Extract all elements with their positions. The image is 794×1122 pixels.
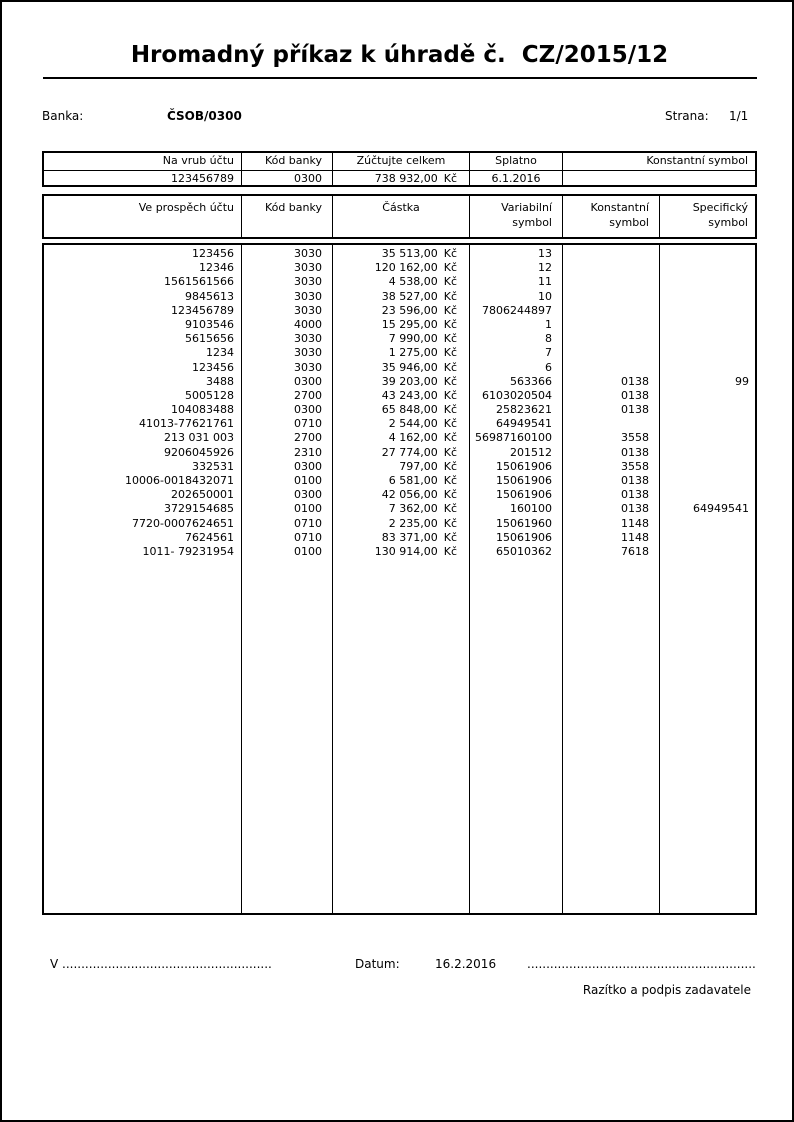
bank-code-cell: 2700 xyxy=(294,388,322,402)
amount-cell xyxy=(332,318,469,332)
specific-symbol-cell xyxy=(659,545,755,559)
amount-value: 83 371,00 xyxy=(381,530,438,544)
currency-label: Kč xyxy=(443,431,457,445)
amount-cell xyxy=(332,261,469,275)
bank-code-cell: 3030 xyxy=(294,360,322,374)
specific-symbol-cell xyxy=(659,346,755,360)
credit-table-body xyxy=(42,243,757,915)
amount-value: 42 056,00 xyxy=(381,488,438,502)
specific-symbol-cell: 99 xyxy=(735,374,749,388)
date-label: Datum: xyxy=(355,957,400,971)
currency-label: Kč xyxy=(443,275,457,289)
constant-symbol-cell: 0138 xyxy=(621,488,649,502)
constant-symbol-cell: 0138 xyxy=(621,445,649,459)
bank-code-cell: 0100 xyxy=(294,502,322,516)
currency-label: Kč xyxy=(443,502,457,516)
constant-symbol-cell xyxy=(562,261,659,275)
variable-symbol-cell: 25823621 xyxy=(496,403,552,417)
bank-code-cell: 3030 xyxy=(294,346,322,360)
amount-value: 27 774,00 xyxy=(381,445,438,459)
bank-code-cell: 4000 xyxy=(294,317,322,331)
amount-value: 7 362,00 xyxy=(388,502,438,516)
constant-symbol-cell: 1148 xyxy=(621,516,649,530)
bank-code-cell: 3030 xyxy=(294,261,322,275)
specific-symbol-cell xyxy=(659,332,755,346)
debit-total-value xyxy=(332,171,469,185)
bank-code-cell: 3030 xyxy=(294,247,322,260)
specific-symbol-cell xyxy=(659,417,755,431)
account-cell: 3488 xyxy=(206,374,234,388)
account-cell: 9103546 xyxy=(185,317,234,331)
credit-table-header xyxy=(42,194,757,239)
credit-header-bank-code: Kód banky xyxy=(241,196,332,237)
currency-label: Kč xyxy=(443,417,457,431)
bank-label: Banka: xyxy=(42,109,84,123)
credit-header-amount: Částka xyxy=(332,196,469,237)
variable-symbol-cell: 15061906 xyxy=(496,530,552,544)
signature-dotted-line: ............................................................ xyxy=(527,957,756,971)
amount-cell xyxy=(332,403,469,417)
variable-symbol-cell: 6103020504 xyxy=(482,388,552,402)
amount-cell xyxy=(332,545,469,559)
account-cell: 104083488 xyxy=(171,403,234,417)
specific-symbol-cell xyxy=(659,389,755,403)
constant-symbol-cell: 3558 xyxy=(621,459,649,473)
amount-cell xyxy=(332,332,469,346)
specific-symbol-cell xyxy=(659,318,755,332)
specific-symbol-cell xyxy=(659,304,755,318)
amount-value: 1 275,00 xyxy=(388,346,438,360)
currency-label: Kč xyxy=(443,516,457,530)
currency-label: Kč xyxy=(443,247,457,260)
variable-symbol-cell: 15061906 xyxy=(496,488,552,502)
specific-symbol-cell xyxy=(659,446,755,460)
bank-code-cell: 3030 xyxy=(294,289,322,303)
amount-cell xyxy=(332,431,469,445)
account-cell: 41013-77621761 xyxy=(139,417,234,431)
debit-header-bank-code: Kód banky xyxy=(241,153,332,171)
variable-symbol-cell: 7 xyxy=(545,346,552,360)
bank-code-cell: 0300 xyxy=(294,459,322,473)
account-cell: 7720-0007624651 xyxy=(132,516,234,530)
amount-cell xyxy=(332,275,469,289)
amount-value: 4 162,00 xyxy=(388,431,438,445)
page-number-label: Strana: xyxy=(665,109,709,123)
amount-value: 35 946,00 xyxy=(381,360,438,374)
specific-symbol-cell xyxy=(659,403,755,417)
constant-symbol-cell: 0138 xyxy=(621,474,649,487)
currency-label: Kč xyxy=(443,474,457,487)
page-number-value: 1/1 xyxy=(729,109,749,123)
currency-label: Kč xyxy=(443,346,457,360)
debit-const-symbol-value xyxy=(562,171,755,185)
bank-code-cell: 2310 xyxy=(294,445,322,459)
amount-value: 65 848,00 xyxy=(381,403,438,417)
amount-cell xyxy=(332,517,469,531)
bank-value: ČSOB/0300 xyxy=(167,109,242,123)
bank-code-cell: 0300 xyxy=(294,488,322,502)
currency-label: Kč xyxy=(443,530,457,544)
constant-symbol-cell: 0138 xyxy=(621,388,649,402)
debit-table xyxy=(42,151,757,187)
amount-value: 43 243,00 xyxy=(381,388,438,402)
constant-symbol-cell xyxy=(562,290,659,304)
account-cell: 5615656 xyxy=(185,332,234,346)
place-dotted-line: ....................................................... xyxy=(62,957,272,971)
amount-cell xyxy=(332,375,469,389)
constant-symbol-cell xyxy=(562,275,659,289)
amount-cell xyxy=(332,361,469,375)
debit-header-const-symbol: Konstantní symbol xyxy=(562,153,755,171)
amount-cell xyxy=(332,247,469,261)
variable-symbol-cell: 56987160100 xyxy=(475,431,552,445)
account-cell: 9845613 xyxy=(185,289,234,303)
bank-code-cell: 0300 xyxy=(294,374,322,388)
debit-account-value: 123456789 xyxy=(171,172,234,185)
constant-symbol-cell xyxy=(562,318,659,332)
bank-code-cell: 0710 xyxy=(294,530,322,544)
account-cell: 123456 xyxy=(192,247,234,260)
variable-symbol-cell: 12 xyxy=(538,261,552,275)
amount-value: 7 990,00 xyxy=(388,332,438,346)
currency-label: Kč xyxy=(443,261,457,275)
account-cell: 12346 xyxy=(199,261,234,275)
debit-header-account: Na vrub účtu xyxy=(44,153,241,171)
account-cell: 10006-0018432071 xyxy=(125,474,234,487)
amount-value: 4 538,00 xyxy=(388,275,438,289)
variable-symbol-cell: 10 xyxy=(538,289,552,303)
account-cell: 1561561566 xyxy=(164,275,234,289)
variable-symbol-cell: 7806244897 xyxy=(482,303,552,317)
currency-label: Kč xyxy=(443,360,457,374)
bank-code-cell: 3030 xyxy=(294,332,322,346)
amount-cell xyxy=(332,488,469,502)
specific-symbol-cell xyxy=(659,474,755,488)
variable-symbol-cell: 15061960 xyxy=(496,516,552,530)
currency-label: Kč xyxy=(443,544,457,558)
account-cell: 123456 xyxy=(192,360,234,374)
constant-symbol-cell: 7618 xyxy=(621,544,649,558)
variable-symbol-cell: 1 xyxy=(545,317,552,331)
debit-header-due-date: Splatno xyxy=(469,153,562,171)
credit-table-body-grid xyxy=(44,245,755,559)
date-value: 16.2.2016 xyxy=(435,957,497,971)
amount-cell xyxy=(332,346,469,360)
variable-symbol-cell: 65010362 xyxy=(496,544,552,558)
variable-symbol-cell: 64949541 xyxy=(496,417,552,431)
amount-cell xyxy=(332,417,469,431)
currency-label: Kč xyxy=(443,388,457,402)
constant-symbol-cell: 3558 xyxy=(621,431,649,445)
account-cell: 1234 xyxy=(206,346,234,360)
bank-code-cell: 0300 xyxy=(294,403,322,417)
account-cell: 1011- 79231954 xyxy=(142,544,234,558)
amount-value: 38 527,00 xyxy=(381,289,438,303)
amount-cell xyxy=(332,446,469,460)
constant-symbol-cell: 0138 xyxy=(621,374,649,388)
account-cell: 213 031 003 xyxy=(164,431,234,445)
amount-value: 23 596,00 xyxy=(381,303,438,317)
amount-value: 2 544,00 xyxy=(388,417,438,431)
currency-label: Kč xyxy=(443,459,457,473)
bank-code-cell: 0710 xyxy=(294,417,322,431)
bank-code-cell: 2700 xyxy=(294,431,322,445)
variable-symbol-cell: 11 xyxy=(538,275,552,289)
amount-cell xyxy=(332,304,469,318)
constant-symbol-cell xyxy=(562,361,659,375)
specific-symbol-cell xyxy=(659,431,755,445)
variable-symbol-cell: 160100 xyxy=(510,502,552,516)
amount-cell xyxy=(332,460,469,474)
bank-code-cell: 0100 xyxy=(294,474,322,487)
debit-header-total: Zúčtujte celkem xyxy=(332,153,469,171)
specific-symbol-cell xyxy=(659,261,755,275)
credit-header-spec-symbol: Specifický symbol xyxy=(659,196,755,237)
account-cell: 202650001 xyxy=(171,488,234,502)
constant-symbol-cell: 1148 xyxy=(621,530,649,544)
page-title: Hromadný příkaz k úhradě č. CZ/2015/12 xyxy=(130,42,669,68)
account-cell: 5005128 xyxy=(185,388,234,402)
specific-symbol-cell xyxy=(659,247,755,261)
amount-value: 6 581,00 xyxy=(388,474,438,487)
debit-due-date-value: 6.1.2016 xyxy=(469,171,562,185)
debit-total-currency: Kč xyxy=(443,172,457,185)
debit-total-amount: 738 932,00 xyxy=(374,172,438,185)
place-line xyxy=(50,957,272,971)
account-cell: 332531 xyxy=(192,459,234,473)
amount-value: 130 914,00 xyxy=(374,544,438,558)
constant-symbol-cell xyxy=(562,304,659,318)
amount-value: 120 162,00 xyxy=(374,261,438,275)
currency-label: Kč xyxy=(443,289,457,303)
account-cell: 7624561 xyxy=(185,530,234,544)
amount-value: 797,00 xyxy=(399,459,438,473)
currency-label: Kč xyxy=(443,445,457,459)
amount-cell xyxy=(332,531,469,545)
account-cell: 123456789 xyxy=(171,303,234,317)
specific-symbol-cell: 64949541 xyxy=(693,502,749,516)
constant-symbol-cell xyxy=(562,417,659,431)
amount-value: 35 513,00 xyxy=(381,247,438,260)
currency-label: Kč xyxy=(443,332,457,346)
constant-symbol-cell: 0138 xyxy=(621,502,649,516)
credit-header-const-symbol: Konstantní symbol xyxy=(562,196,659,237)
bank-code-cell: 3030 xyxy=(294,275,322,289)
currency-label: Kč xyxy=(443,317,457,331)
constant-symbol-cell xyxy=(562,346,659,360)
account-cell: 3729154685 xyxy=(164,502,234,516)
specific-symbol-cell xyxy=(659,275,755,289)
credit-header-var-symbol: Variabilní symbol xyxy=(469,196,562,237)
account-cell: 9206045926 xyxy=(164,445,234,459)
constant-symbol-cell: 0138 xyxy=(621,403,649,417)
bank-code-cell: 0710 xyxy=(294,516,322,530)
specific-symbol-cell xyxy=(659,517,755,531)
amount-cell xyxy=(332,389,469,403)
amount-value: 15 295,00 xyxy=(381,317,438,331)
specific-symbol-cell xyxy=(659,290,755,304)
place-label: V xyxy=(50,957,59,971)
amount-value: 2 235,00 xyxy=(388,516,438,530)
constant-symbol-cell xyxy=(562,247,659,261)
currency-label: Kč xyxy=(443,403,457,417)
currency-label: Kč xyxy=(443,488,457,502)
specific-symbol-cell xyxy=(659,361,755,375)
variable-symbol-cell: 8 xyxy=(545,332,552,346)
amount-cell xyxy=(332,474,469,488)
variable-symbol-cell: 15061906 xyxy=(496,459,552,473)
amount-value: 39 203,00 xyxy=(381,374,438,388)
credit-header-account: Ve prospěch účtu xyxy=(138,201,234,214)
currency-label: Kč xyxy=(443,374,457,388)
variable-symbol-cell: 6 xyxy=(545,360,552,374)
specific-symbol-cell xyxy=(659,488,755,502)
amount-cell xyxy=(332,290,469,304)
constant-symbol-cell xyxy=(562,332,659,346)
variable-symbol-cell: 13 xyxy=(538,247,552,260)
variable-symbol-cell: 201512 xyxy=(510,445,552,459)
title-underline xyxy=(43,77,757,79)
currency-label: Kč xyxy=(443,303,457,317)
bank-code-cell: 3030 xyxy=(294,303,322,317)
signature-caption: Razítko a podpis zadavatele xyxy=(582,983,751,997)
bank-code-cell: 0100 xyxy=(294,544,322,558)
specific-symbol-cell xyxy=(659,531,755,545)
variable-symbol-cell: 15061906 xyxy=(496,474,552,487)
amount-cell xyxy=(332,502,469,516)
specific-symbol-cell xyxy=(659,460,755,474)
debit-bank-code-value: 0300 xyxy=(241,171,332,185)
variable-symbol-cell: 563366 xyxy=(510,374,552,388)
